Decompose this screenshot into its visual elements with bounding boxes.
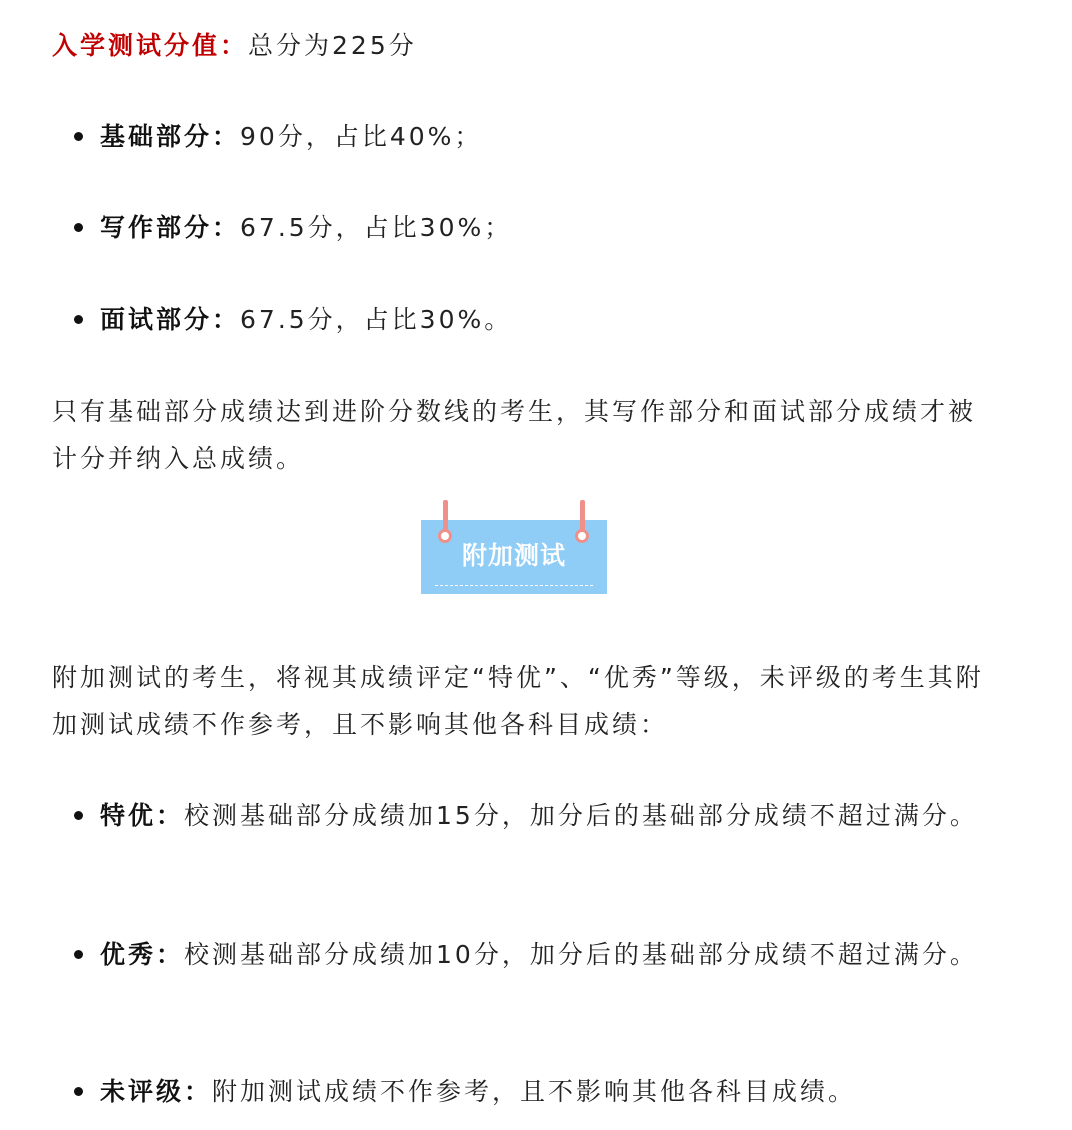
extra-item-unrated xyxy=(74,1068,984,1115)
extra-item-text: 校测基础部分成绩加15分，加分后的基础部分成绩不超过满分。 xyxy=(184,801,978,830)
extra-intro: 附加测试的考生，将视其成绩评定“特优”、“优秀”等级，未评级的考生其附加测试成绩不作参考，且不影响其他各科目成绩： xyxy=(52,663,984,739)
bullet-dot-icon xyxy=(74,315,83,324)
section-badge-text: 附加测试 xyxy=(461,541,566,570)
score-item-label: 面试部分： xyxy=(100,305,241,334)
score-title-label: 入学测试分值： xyxy=(52,31,249,60)
bullet-dot-icon xyxy=(74,1087,83,1096)
extra-item-excellent xyxy=(74,792,984,839)
bullet-dot-icon xyxy=(74,132,83,141)
score-title xyxy=(52,22,417,69)
extra-item-label: 特优： xyxy=(100,801,185,830)
score-item-label: 基础部分： xyxy=(100,122,241,151)
bullet-dot-icon xyxy=(74,811,83,820)
score-item-label: 写作部分： xyxy=(100,213,241,242)
score-item-interview xyxy=(74,296,984,343)
section-badge xyxy=(421,520,607,594)
score-item-text: 90分，占比40%； xyxy=(240,122,483,151)
bullet-dot-icon xyxy=(74,223,83,232)
extra-item-good xyxy=(74,931,984,978)
bullet-dot-icon xyxy=(74,950,83,959)
extra-item-text: 校测基础部分成绩加10分，加分后的基础部分成绩不超过满分。 xyxy=(184,940,978,969)
score-title-value: 总分为225分 xyxy=(248,31,417,60)
score-item-text: 67.5分，占比30%。 xyxy=(240,305,513,334)
extra-item-label: 优秀： xyxy=(100,940,185,969)
score-item-text: 67.5分，占比30%； xyxy=(240,213,513,242)
badge-dashed-divider xyxy=(435,585,593,586)
scoring-note: 只有基础部分成绩达到进阶分数线的考生，其写作部分和面试部分成绩才被计分并纳入总成绩。 xyxy=(52,397,977,473)
score-item-basic xyxy=(74,113,984,160)
score-item-writing xyxy=(74,204,984,251)
extra-item-text: 附加测试成绩不作参考，且不影响其他各科目成绩。 xyxy=(212,1077,857,1106)
extra-item-label: 未评级： xyxy=(100,1077,213,1106)
